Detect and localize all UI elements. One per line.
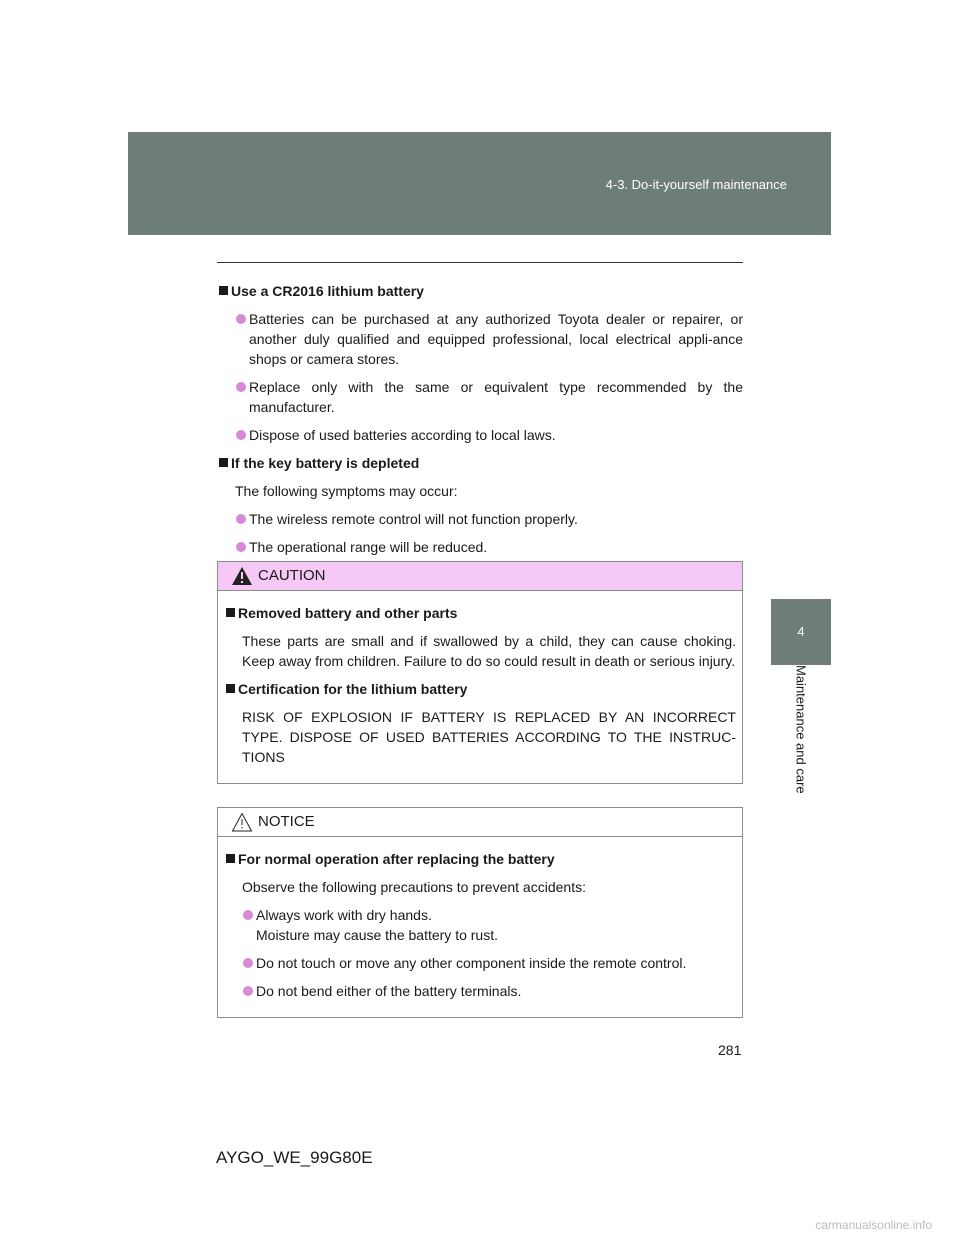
page-number: 281: [718, 1042, 742, 1058]
caution-heading: Certification for the lithium battery: [224, 679, 736, 699]
main-content: [217, 281, 743, 565]
chapter-tab: [771, 599, 831, 665]
section-heading: Use a CR2016 lithium battery: [217, 281, 743, 301]
section-heading: If the key battery is depleted: [217, 453, 743, 473]
caution-box: [217, 561, 743, 784]
list-item: Dispose of used batteries according to local laws.: [217, 425, 743, 445]
list-item: [224, 905, 736, 945]
list-item: Do not bend either of the battery terminals.: [224, 981, 736, 1001]
chapter-label: Maintenance and care: [793, 665, 809, 794]
notice-title: NOTICE: [258, 813, 315, 830]
caution-text: RISK OF EXPLOSION IF BATTERY IS REPLACED BY AN INCORRECT TYPE. DISPOSE OF USED BATTERIES ACCORDING TO THE INSTRUC-TIONS: [242, 709, 736, 765]
section-intro: The following symptoms may occur:: [235, 483, 458, 499]
top-divider: [217, 262, 743, 263]
notice-header: [218, 808, 742, 837]
list-item: Do not touch or move any other component inside the remote control.: [224, 953, 736, 973]
chapter-label-area: [771, 665, 831, 825]
warning-outline-icon: [231, 812, 253, 832]
list-item: The operational range will be reduced.: [217, 537, 743, 557]
chapter-number: 4: [797, 624, 805, 639]
caution-body: [218, 591, 742, 783]
warning-triangle-icon: [231, 566, 253, 586]
list-item-line: Always work with dry hands.: [256, 907, 432, 923]
caution-title: CAUTION: [258, 567, 326, 584]
list-item: Batteries can be purchased at any authorized Toyota dealer or repairer, or another duly qualified and equipped professional, local electrical appli-ance shops or camera stores.: [217, 309, 743, 369]
notice-intro: Observe the following precautions to prevent accidents:: [242, 879, 586, 895]
document-code: AYGO_WE_99G80E: [216, 1148, 373, 1167]
list-item: Replace only with the same or equivalent type recommended by the manufacturer.: [217, 377, 743, 417]
notice-heading: For normal operation after replacing the battery: [224, 849, 736, 869]
section-title: 4-3. Do-it-yourself maintenance: [605, 177, 787, 192]
caution-header: [218, 562, 742, 591]
caution-heading: Removed battery and other parts: [224, 603, 736, 623]
notice-box: [217, 807, 743, 1018]
section-header-bar: [128, 132, 831, 235]
notice-body: [218, 837, 742, 1017]
list-item-line: Moisture may cause the battery to rust.: [256, 927, 498, 943]
list-item: The wireless remote control will not function properly.: [217, 509, 743, 529]
caution-text: These parts are small and if swallowed by a child, they can cause choking. Keep away from children. Failure to do so could result in death or serious injury.: [242, 633, 736, 669]
watermark: carmanualsonline.info: [815, 1218, 932, 1232]
